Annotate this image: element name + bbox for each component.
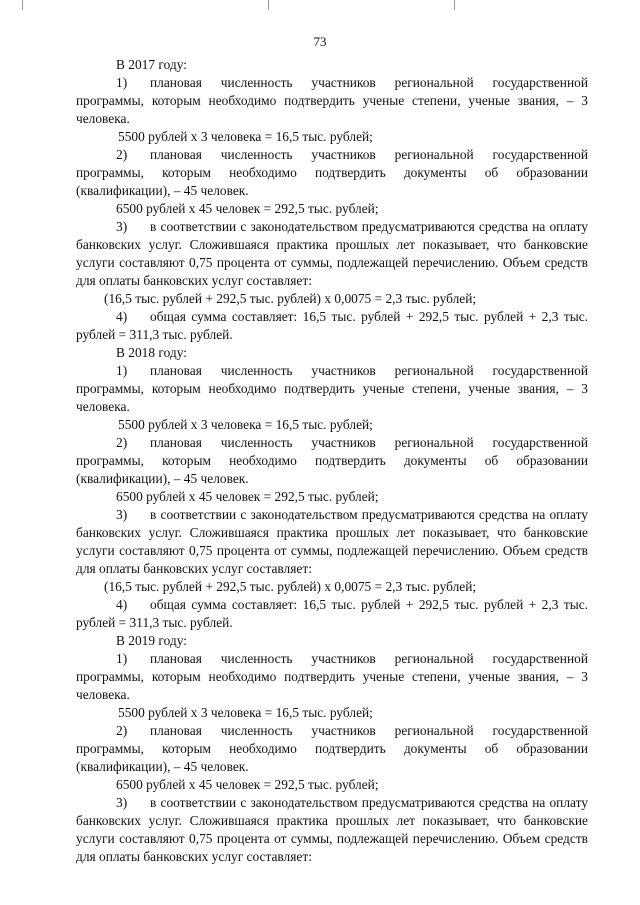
item-text: в соответствии с законодательством предусматриваются средства на оплату банковских услуг. Сложившаяся практика прошлых лет показывает, что банковские услуги составляют 0,75 процента от суммы, подлежащей перечислению. Объем средств для оплаты банковских услуг составляет: (76, 795, 588, 864)
item-number: 3) (116, 795, 128, 810)
item-paragraph (76, 434, 588, 488)
calculation-line: 6500 рублей х 45 человек = 292,5 тыс. рублей; (116, 489, 379, 504)
calculation-line: 5500 рублей х 3 человека = 16,5 тыс. рублей; (118, 705, 373, 720)
item-text: плановая численность участников региональной государственной программы, которым необходимо подтвердить документы об образовании (квалификации), – 45 человек. (76, 723, 588, 774)
calculation-line: (16,5 тыс. рублей + 292,5 тыс. рублей) х 0,0075 = 2,3 тыс. рублей; (104, 291, 477, 306)
calculation-line: (16,5 тыс. рублей + 292,5 тыс. рублей) х 0,0075 = 2,3 тыс. рублей; (104, 579, 477, 594)
scan-mark (22, 0, 23, 10)
item-text: плановая численность участников региональной государственной программы, которым необходимо подтвердить документы об образовании (квалификации), – 45 человек. (76, 147, 588, 198)
item-paragraph (76, 362, 588, 416)
item-number: 4) (116, 597, 128, 612)
item-text: в соответствии с законодательством предусматриваются средства на оплату банковских услуг. Сложившаяся практика прошлых лет показывает, что банковские услуги составляют 0,75 процента от суммы, подлежащей перечислению. Объем средств для оплаты банковских услуг составляет: (76, 219, 588, 288)
item-paragraph (76, 506, 588, 578)
item-text: в соответствии с законодательством предусматриваются средства на оплату банковских услуг. Сложившаяся практика прошлых лет показывает, что банковские услуги составляют 0,75 процента от суммы, подлежащей перечислению. Объем средств для оплаты банковских услуг составляет: (76, 507, 588, 576)
scan-mark (454, 0, 455, 10)
scan-mark (268, 0, 269, 10)
item-paragraph (76, 794, 588, 866)
item-paragraph (76, 146, 588, 200)
item-number: 2) (116, 435, 128, 450)
item-text: плановая численность участников региональной государственной программы, которым необходимо подтвердить ученые степени, ученые звания, – 3 человека. (76, 75, 588, 126)
item-paragraph (76, 722, 588, 776)
item-paragraph (76, 308, 588, 344)
item-paragraph (76, 596, 588, 632)
item-number: 1) (116, 651, 128, 666)
item-number: 3) (116, 219, 128, 234)
item-paragraph (76, 650, 588, 704)
page-number: 73 (313, 34, 327, 49)
item-number: 3) (116, 507, 128, 522)
item-text: плановая численность участников региональной государственной программы, которым необходимо подтвердить ученые степени, ученые звания, – 3 человека. (76, 651, 588, 702)
calculation-line: 5500 рублей х 3 человека = 16,5 тыс. рублей; (118, 129, 373, 144)
document-body (76, 56, 588, 866)
item-number: 4) (116, 309, 128, 324)
calculation-line: 6500 рублей х 45 человек = 292,5 тыс. рублей; (116, 777, 379, 792)
item-text: общая сумма составляет: 16,5 тыс. рублей + 292,5 тыс. рублей + 2,3 тыс. рублей = 311,3 тыс. рублей. (76, 597, 588, 630)
item-text: плановая численность участников региональной государственной программы, которым необходимо подтвердить ученые степени, ученые звания, – 3 человека. (76, 363, 588, 414)
item-paragraph (76, 218, 588, 290)
item-number: 1) (116, 75, 128, 90)
item-number: 2) (116, 723, 128, 738)
year-heading: В 2017 году: (116, 57, 187, 72)
calculation-line: 6500 рублей х 45 человек = 292,5 тыс. рублей; (116, 201, 379, 216)
item-text: плановая численность участников региональной государственной программы, которым необходимо подтвердить документы об образовании (квалификации), – 45 человек. (76, 435, 588, 486)
item-number: 1) (116, 363, 128, 378)
item-paragraph (76, 74, 588, 128)
item-number: 2) (116, 147, 128, 162)
item-text: общая сумма составляет: 16,5 тыс. рублей + 292,5 тыс. рублей + 2,3 тыс. рублей = 311,3 тыс. рублей. (76, 309, 588, 342)
calculation-line: 5500 рублей х 3 человека = 16,5 тыс. рублей; (118, 417, 373, 432)
year-heading: В 2018 году: (116, 345, 187, 360)
year-heading: В 2019 году: (116, 633, 187, 648)
